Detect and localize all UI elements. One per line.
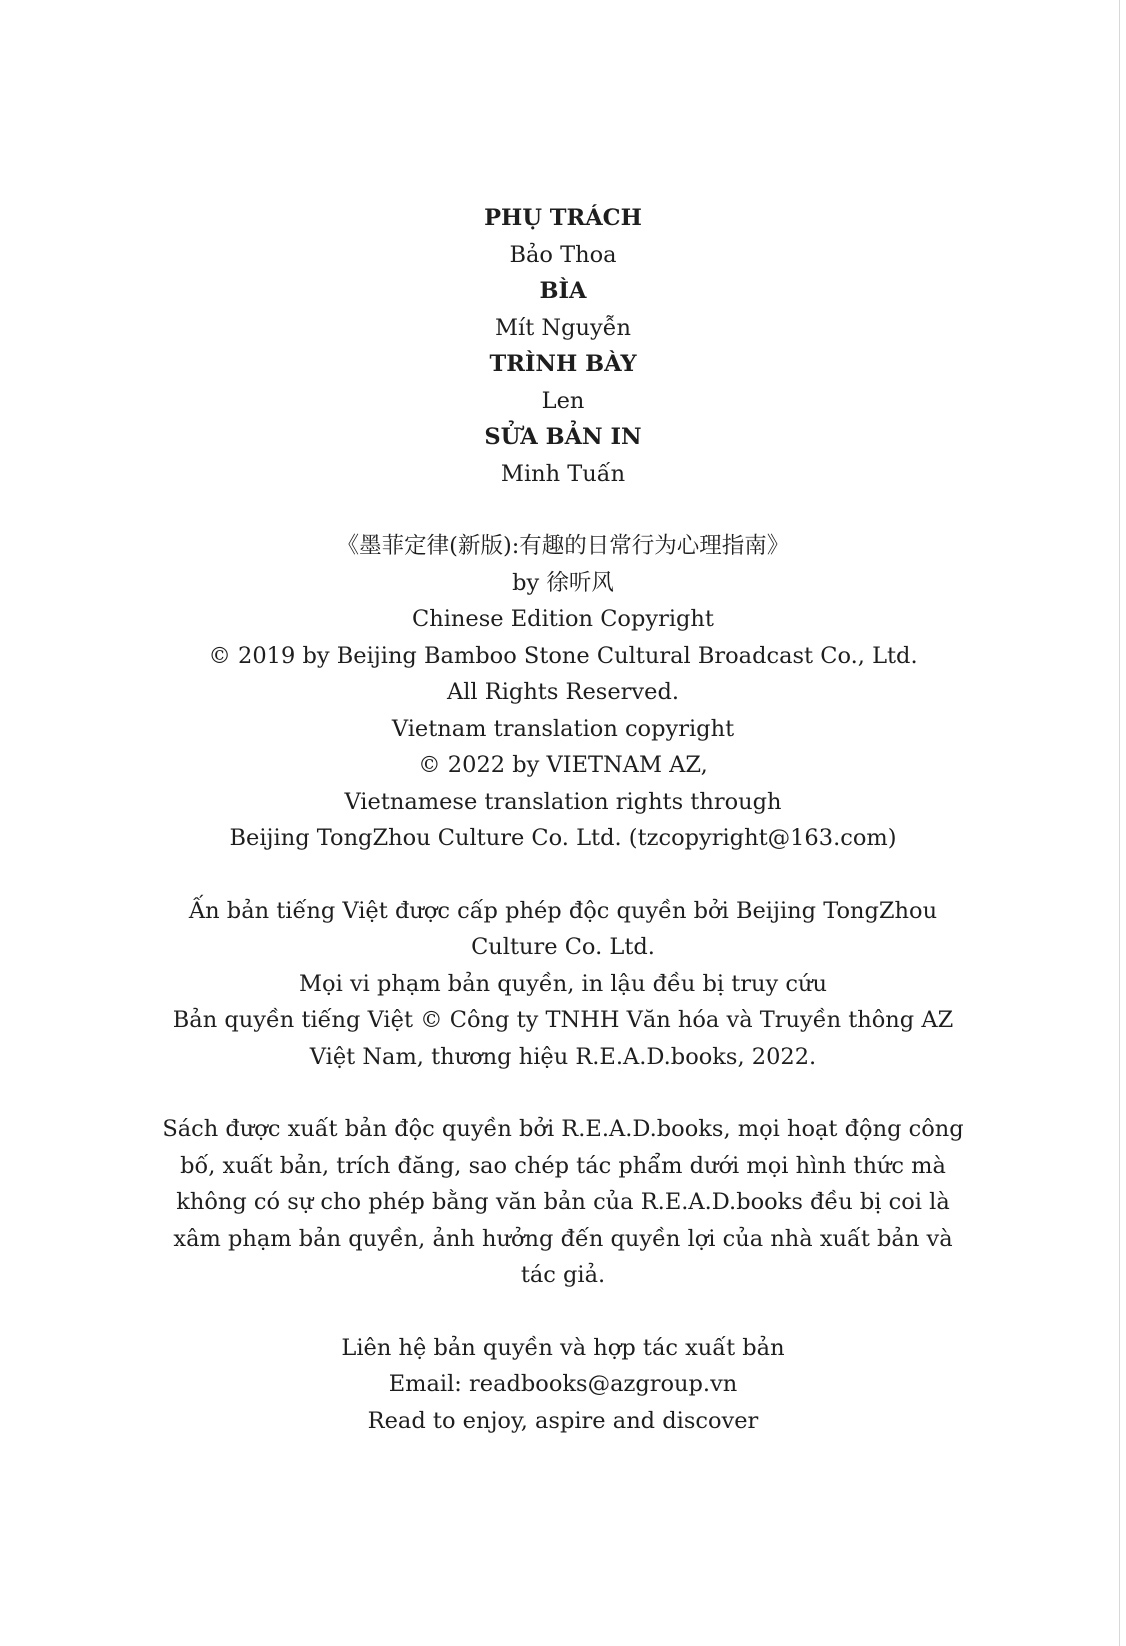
copyright-line: Vietnam translation copyright xyxy=(391,715,735,742)
copyright-line: Chinese Edition Copyright xyxy=(412,606,714,632)
license-line: Bản quyền tiếng Việt © Công ty TNHH Văn hóa và Truyền thông AZ xyxy=(172,1007,954,1033)
credits-section xyxy=(0,200,1126,492)
section-gap xyxy=(0,1075,1126,1111)
license-line: Culture Co. Ltd. xyxy=(471,934,655,960)
notice-line: tác giả. xyxy=(520,1262,606,1288)
section-gap xyxy=(0,1294,1126,1330)
copyright-line: Beijing TongZhou Culture Co. Ltd. (tzcopyright@163.com) xyxy=(229,825,897,851)
notice-line: Sách được xuất bản độc quyền bởi R.E.A.D.books, mọi hoạt động công xyxy=(162,1116,964,1142)
license-line: Ấn bản tiếng Việt được cấp phép độc quyền bởi Beijing TongZhou xyxy=(188,897,938,924)
copyright-line: © 2022 by VIETNAM AZ, xyxy=(418,752,708,778)
license-line: Việt Nam, thương hiệu R.E.A.D.books, 2022. xyxy=(309,1043,817,1070)
credit-name-editor: Bảo Thoa xyxy=(509,241,617,268)
contact-heading: Liên hệ bản quyền và hợp tác xuất bản xyxy=(341,1334,785,1361)
copyright-line: © 2019 by Beijing Bamboo Stone Cultural Broadcast Co., Ltd. xyxy=(208,642,918,669)
contact-email: Email: readbooks@azgroup.vn xyxy=(388,1371,738,1397)
notice-section xyxy=(0,1111,1126,1294)
notice-line: xâm phạm bản quyền, ảnh hưởng đến quyền lợi của nhà xuất bản và xyxy=(173,1225,953,1252)
credit-role-editor: PHỤ TRÁCH xyxy=(484,205,642,231)
contact-section xyxy=(0,1330,1126,1440)
original-author: by 徐听风 xyxy=(512,569,614,596)
credit-role-cover: BÌA xyxy=(539,278,587,304)
credit-role-layout: TRÌNH BÀY xyxy=(489,351,637,377)
credit-name-proofreading: Minh Tuấn xyxy=(500,460,626,487)
notice-line: bố, xuất bản, trích đăng, sao chép tác phẩm dưới mọi hình thức mà xyxy=(180,1152,946,1179)
original-title: 《墨菲定律(新版):有趣的日常行为心理指南》 xyxy=(336,533,790,559)
credit-name-layout: Len xyxy=(541,387,585,414)
copyright-line: Vietnamese translation rights through xyxy=(344,788,782,815)
section-gap xyxy=(0,857,1126,893)
credit-name-cover: Mít Nguyễn xyxy=(494,314,632,341)
copyright-section xyxy=(0,528,1126,857)
license-section xyxy=(0,893,1126,1076)
page-content xyxy=(0,200,1126,1439)
publisher-slogan: Read to enjoy, aspire and discover xyxy=(367,1407,759,1434)
section-gap xyxy=(0,492,1126,528)
copyright-line: All Rights Reserved. xyxy=(446,679,680,705)
credit-role-proofreading: SỬA BẢN IN xyxy=(484,424,642,450)
license-line: Mọi vi phạm bản quyền, in lậu đều bị truy cứu xyxy=(299,970,827,997)
notice-line: không có sự cho phép bằng văn bản của R.E.A.D.books đều bị coi là xyxy=(176,1189,950,1215)
